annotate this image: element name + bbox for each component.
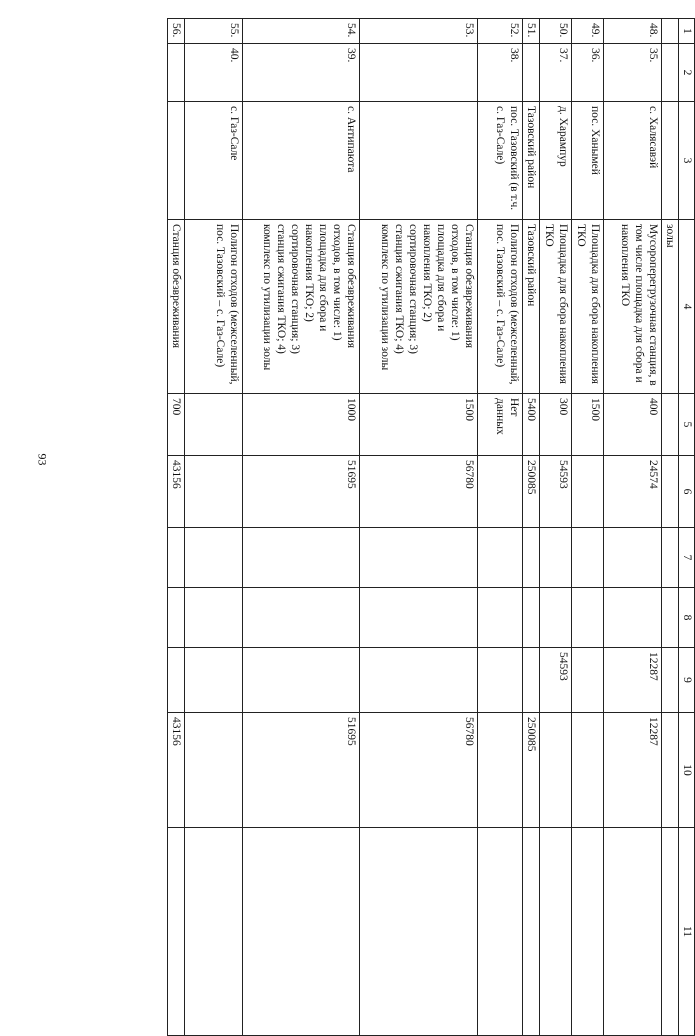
cell-col10 [571,713,603,828]
cell-col9 [571,648,603,713]
cell-settlement: с. Халясавэй [603,102,661,220]
cell-col8 [522,588,539,648]
cell-col11 [359,828,477,1036]
cell-col11 [539,828,571,1036]
cell-row-number: 49. [571,19,603,44]
cell-col5 [184,394,242,456]
cell-col5: 1000 [242,394,359,456]
cell-col11 [167,828,184,1036]
cell-col6: 24574 [603,456,661,528]
table-row [184,19,242,1036]
cell-facility: Станция обезвреживания [167,220,184,394]
cell-col7 [539,528,571,588]
cell-col7 [477,528,522,588]
cell-object-number: 39. [242,44,359,102]
cell-col10: 43156 [167,713,184,828]
header-cell: 5 [679,394,695,456]
cell-col11 [184,828,242,1036]
cell-settlement: Тазовский район [522,102,539,220]
header-cell: 7 [679,528,695,588]
cell-col10: 56780 [359,713,477,828]
cell-col5: 400 [603,394,661,456]
cell-object-number [522,44,539,102]
cell-row-number: 52. [477,19,522,44]
cell-facility: золы [661,220,678,394]
rotated-table-container [92,18,695,1035]
cell-row-number: 54. [242,19,359,44]
cell-object-number: 36. [571,44,603,102]
cell-col7 [571,528,603,588]
cell-col6: 43156 [167,456,184,528]
cell-col6: 56780 [359,456,477,528]
table-viewport [92,18,695,1035]
cell-col9: 12287 [603,648,661,713]
cell-col10: 250085 [522,713,539,828]
page-number: 93 [35,453,50,466]
cell-col8 [184,588,242,648]
table-row [603,19,661,1036]
cell-row-number [661,19,678,44]
cell-col9 [242,648,359,713]
header-cell: 6 [679,456,695,528]
cell-settlement [359,102,477,220]
cell-col11 [661,828,678,1036]
header-cell: 9 [679,648,695,713]
cell-col6: 51695 [242,456,359,528]
cell-settlement: д. Харампур [539,102,571,220]
cell-col9 [184,648,242,713]
cell-col6 [661,456,678,528]
cell-settlement: пос. Тазовский (в т.ч. с. Газ-Сале) [477,102,522,220]
cell-col8 [539,588,571,648]
cell-col10: 51695 [242,713,359,828]
cell-col8 [661,588,678,648]
cell-col7 [661,528,678,588]
cell-col8 [242,588,359,648]
cell-row-number: 56. [167,19,184,44]
table-row [539,19,571,1036]
cell-col10 [539,713,571,828]
cell-col10 [477,713,522,828]
header-cell: 11 [679,828,695,1036]
header-cell: 8 [679,588,695,648]
cell-settlement: с. Антипаюта [242,102,359,220]
header-row [679,19,695,1036]
cell-facility: Тазовский район [522,220,539,394]
cell-col6 [571,456,603,528]
cell-settlement: с. Газ-Сале [184,102,242,220]
cell-col7 [242,528,359,588]
table-row [359,19,477,1036]
cell-object-number [167,44,184,102]
cell-row-number: 50. [539,19,571,44]
header-cell: 3 [679,102,695,220]
cell-col11 [477,828,522,1036]
cell-facility: Станция обезвреживания отходов, в том числе: 1) площадка для сбора и накопления ТКО; 2) сортировочная станция; 3) станция сжигания ТКО; 4) комплекс по утилизации золы [359,220,477,394]
table-row [242,19,359,1036]
cell-row-number: 48. [603,19,661,44]
cell-col5 [661,394,678,456]
cell-row-number: 55. [184,19,242,44]
header-cell: 10 [679,713,695,828]
cell-col11 [242,828,359,1036]
cell-col7 [522,528,539,588]
cell-col11 [571,828,603,1036]
table-row [167,19,184,1036]
cell-facility: Полигон отходов (межселенный, пос. Тазовский – с. Газ-Сале) [184,220,242,394]
cell-col6: 54593 [539,456,571,528]
cell-facility: Станция обезвреживания отходов, в том числе: 1) площадка для сбора и накопления ТКО; 2) сортировочная станция; 3) станция сжигания ТКО; 4) комплекс по утилизации золы [242,220,359,394]
cell-object-number: 40. [184,44,242,102]
cell-col7 [167,528,184,588]
cell-col5: 300 [539,394,571,456]
cell-col7 [359,528,477,588]
cell-col10 [184,713,242,828]
cell-col7 [603,528,661,588]
table-row [477,19,522,1036]
cell-col9 [359,648,477,713]
cell-settlement: пос. Ханымей [571,102,603,220]
cell-settlement [167,102,184,220]
cell-col10 [661,713,678,828]
cell-facility: Полигон отходов (межселенный, пос. Тазовский – с. Газ-Сале) [477,220,522,394]
cell-col5: Нет данных [477,394,522,456]
cell-col11 [603,828,661,1036]
cell-col9 [167,648,184,713]
table-row [571,19,603,1036]
cell-col5: 700 [167,394,184,456]
header-cell: 4 [679,220,695,394]
header-cell: 2 [679,44,695,102]
cell-col6 [184,456,242,528]
cell-col8 [167,588,184,648]
cell-col10: 12287 [603,713,661,828]
cell-col9 [522,648,539,713]
cell-col8 [359,588,477,648]
cell-col9 [661,648,678,713]
cell-col8 [571,588,603,648]
cell-col11 [522,828,539,1036]
cell-col6 [477,456,522,528]
cell-object-number: 35. [603,44,661,102]
cell-col9: 54593 [539,648,571,713]
cell-object-number: 38. [477,44,522,102]
cell-col6: 250085 [522,456,539,528]
cell-col8 [477,588,522,648]
cell-col8 [603,588,661,648]
cell-col5: 1500 [571,394,603,456]
waste-facilities-table [167,18,695,1036]
cell-object-number [661,44,678,102]
cell-col9 [477,648,522,713]
cell-col7 [184,528,242,588]
table-row [522,19,539,1036]
cell-object-number [359,44,477,102]
cell-col5: 5400 [522,394,539,456]
cell-object-number: 37. [539,44,571,102]
cell-facility: Площадка для сбора накопления ТКО [571,220,603,394]
cell-row-number: 51. [522,19,539,44]
cell-row-number: 53. [359,19,477,44]
cell-facility: Мусороперегрузочная станция, в том числе площадка для сбора и накопления ТКО [603,220,661,394]
cell-col5: 1500 [359,394,477,456]
cell-facility: Площадка для сбора накопления ТКО [539,220,571,394]
cell-settlement [661,102,678,220]
table-row [661,19,678,1036]
header-cell: 1 [679,19,695,44]
